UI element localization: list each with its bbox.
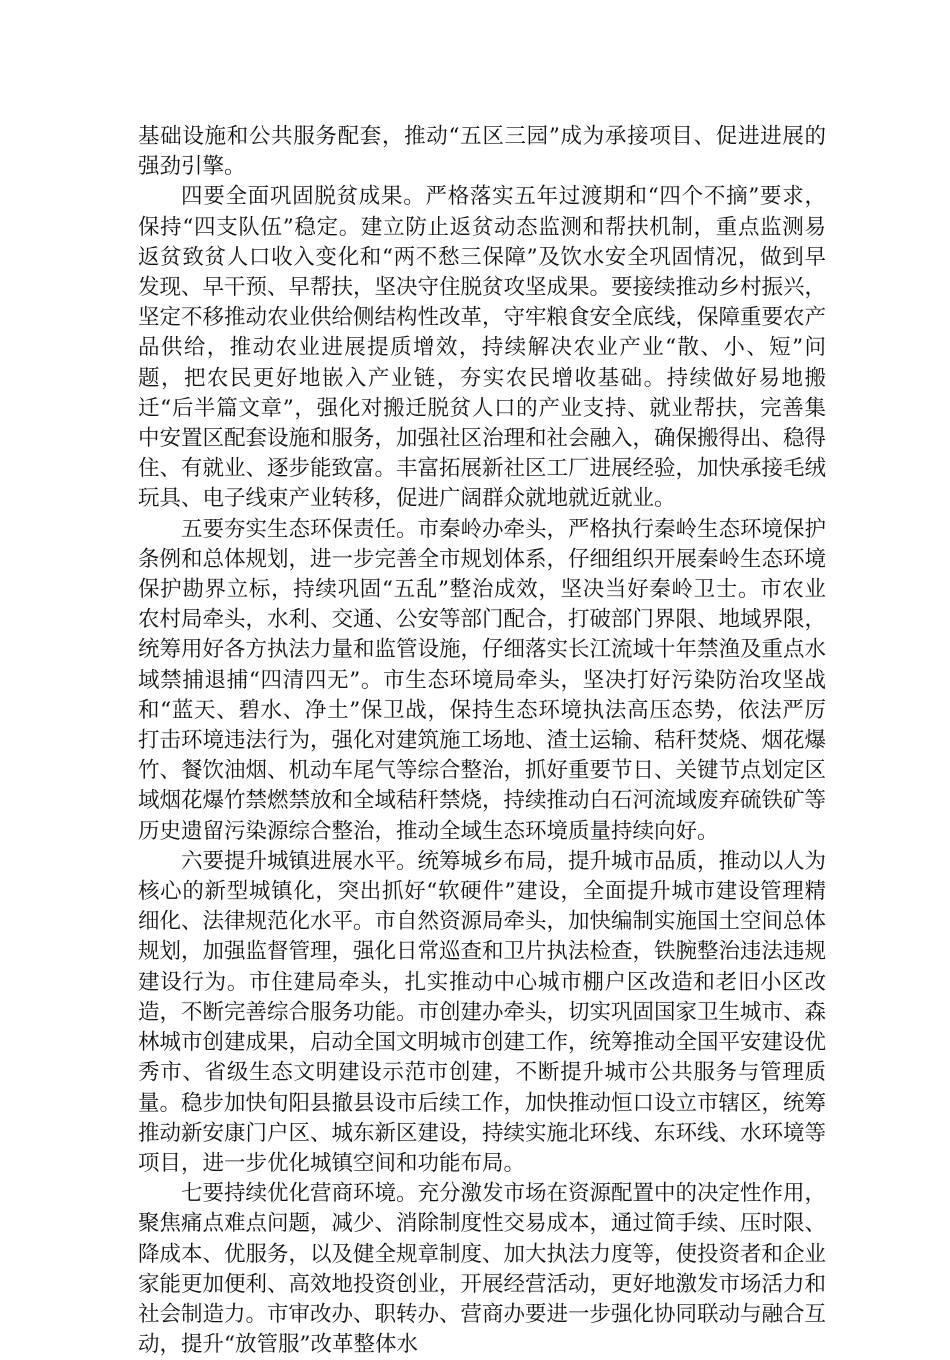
paragraph-business-environment: 七要持续优化营商环境。充分激发市场在资源配置中的决定性作用，聚焦痛点难点问题，减少、消除制度性交易成本，通过简手续、压时限、降成本、优服务，以及健全规章制度、加大执法力度等，使投资者和企业家能更加便利、高效地投资创业，开展经营活动，更好地激发市场活力和社会制造力。市审改办、职转办、营商办要进一步强化协同联动与融合互动，提升“放管服”改革整体水 [138,1181,827,1358]
paragraph-continuation: 基础设施和公共服务配套，推动“五区三园”成为承接项目、促进进展的强劲引擎。 [138,124,826,180]
document-body [138,122,826,1360]
paragraph-poverty-alleviation: 四要全面巩固脱贫成果。严格落实五年过渡期和“四个不摘”要求，保持“四支队伍”稳定。建立防止返贫动态监测和帮扶机制，重点监测易返贫致贫人口收入变化和“两不愁三保障”及饮水安全巩固情况，做到早发现、早干预、早帮扶，坚决守住脱贫攻坚成果。要接续推动乡村振兴，坚定不移推动农业供给侧结构性改革，守牢粮食安全底线，保障重要农产品供给，推动农业进展提质增效，持续解决农业产业“散、小、短”问题，把农民更好地嵌入产业链，夯实农民增收基础。持续做好易地搬迁“后半篇文章”，强化对搬迁脱贫人口的产业支持、就业帮扶，完善集中安置区配套设施和服务，加强社区治理和社会融入，确保搬得出、稳得住、有就业、逐步能致富。丰富拓展新社区工厂进展经验，加快承接毛绒玩具、电子线束产业转移，促进广阔群众就地就近就业。 [138,184,827,512]
paragraph-urbanization: 六要提升城镇进展水平。统筹城乡布局，提升城市品质，推动以人为核心的新型城镇化，突出抓好“软硬件”建设，全面提升城市建设管理精细化、法律规范化水平。市自然资源局牵头，加快编制实施国土空间总体规划，加强监督管理，强化日常巡查和卫片执法检查，铁腕整治违法违规建设行为。市住建局牵头，扎实推动中心城市棚户区改造和老旧小区改造，不断完善综合服务功能。市创建办牵头，切实巩固国家卫生城市、森林城市创建成果，启动全国文明城市创建工作，统筹推动全国平安建设优秀市、省级生态文明建设示范市创建，不断提升城市公共服务与管理质量。稳步加快旬阳县撤县设市后续工作，加快推动恒口设立市辖区，统筹推动新安康门户区、城东新区建设，持续实施北环线、东环线、水环境等项目，进一步优化城镇空间和功能布局。 [138,848,827,1176]
paragraph-ecology: 五要夯实生态环保责任。市秦岭办牵头，严格执行秦岭生态环境保护条例和总体规划，进一步完善全市规划体系，仔细组织开展秦岭生态环境保护勘界立标，持续巩固“五乱”整治成效，坚决当好秦岭卫士。市农业农村局牵头，水利、交通、公安等部门配合，打破部门界限、地域界限，统筹用好各方执法力量和监管设施，仔细落实长江流域十年禁渔及重点水域禁捕退捕“四清四无”。市生态环境局牵头，坚决打好污染防治攻坚战和“蓝天、碧水、净土”保卫战，保持生态环境执法高压态势，依法严厉打击环境违法行为，强化对建筑施工场地、渣土运输、秸秆焚烧、烟花爆竹、餐饮油烟、机动车尾气等综合整治，抓好重要节日、关键节点划定区域烟花爆竹禁燃禁放和全域秸秆禁烧，持续推动白石河流域废弃硫铁矿等历史遗留污染源综合整治，推动全域生态环境质量持续向好。 [138,516,827,844]
